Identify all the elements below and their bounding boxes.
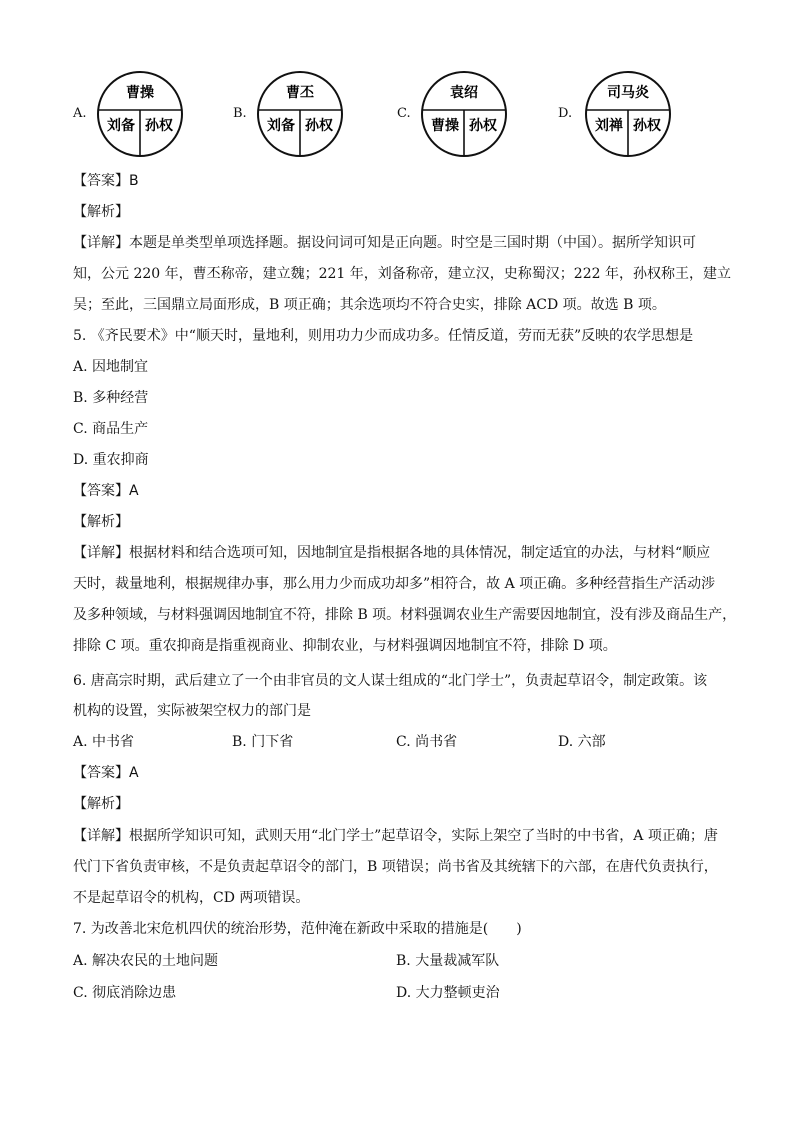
pie-top-label: 曹丕	[286, 85, 314, 101]
option-c[interactable]: C. 尚书省	[396, 734, 458, 750]
option-c[interactable]: C. 彻底消除边患	[73, 985, 177, 1001]
detail-line: 排除 C 项。重农抑商是指重视商业、抑制农业，与材料强调因地制宜不符，排除 D 项。	[73, 638, 617, 654]
detail-line: 天时，裁量地利，根据规律办事，那么用力少而成功却多”相符合，故 A 项正确。多种经营指生产活动涉	[73, 576, 716, 592]
pie-left-label: 曹操	[431, 118, 459, 134]
question-stem: 5. 《齐民要术》中“顺天时，量地利，则用功力少而成功多。任情反道，劳而无获”反映的农学思想是	[73, 328, 694, 344]
detail-line: 【详解】本题是单类型单项选择题。据设问词可知是正向题。时空是三国时期（中国）。据所学知识可	[73, 235, 696, 251]
option-b[interactable]: B. 大量裁减军队	[396, 953, 500, 969]
detail-line: 不是起草诏令的机构，CD 两项错误。	[73, 890, 310, 906]
option-b[interactable]: B. 门下省	[232, 734, 294, 750]
option-d[interactable]: D. 六部	[558, 734, 606, 750]
pie-diagram-d	[584, 70, 672, 158]
option-a[interactable]: A. 因地制宜	[73, 359, 149, 375]
detail-line: 吴；至此，三国鼎立局面形成，B 项正确；其余选项均不符合史实，排除 ACD 项。故选 B 项。	[73, 297, 666, 313]
option-d[interactable]: D. 大力整顿吏治	[396, 985, 500, 1001]
pie-left-label: 刘备	[107, 118, 135, 134]
pie-left-label: 刘备	[267, 118, 295, 134]
option-letter: D.	[558, 106, 573, 121]
detail-line: 【详解】根据材料和结合选项可知，因地制宜是指根据各地的具体情况，制定适宜的办法，与材料“顺应	[73, 545, 711, 561]
pie-diagram-c	[420, 70, 508, 158]
option-b[interactable]: B. 多种经营	[73, 390, 149, 406]
answer-label: 【答案】B	[73, 173, 139, 189]
question-stem: 机构的设置，实际被架空权力的部门是	[73, 703, 311, 719]
answer-label: 【答案】A	[73, 483, 139, 499]
question-stem: 6. 唐高宗时期，武后建立了一个由非官员的文人谋士组成的“北门学士”，负责起草诏令，制定政策。该	[73, 673, 708, 689]
option-letter: C.	[397, 106, 411, 121]
option-letter: B.	[233, 106, 247, 121]
question-stem: 7. 为改善北宋危机四伏的统治形势，范仲淹在新政中采取的措施是( )	[73, 921, 522, 937]
pie-left-label: 刘禅	[595, 118, 623, 134]
option-c[interactable]: C. 商品生产	[73, 421, 149, 437]
option-d[interactable]: D. 重农抑商	[73, 452, 149, 468]
option-a[interactable]: A. 中书省	[73, 734, 135, 750]
analysis-label: 【解析】	[73, 796, 129, 812]
pie-diagram-b	[256, 70, 344, 158]
answer-label: 【答案】A	[73, 765, 139, 781]
pie-top-label: 司马炎	[607, 85, 649, 101]
pie-right-label: 孙权	[469, 118, 497, 134]
pie-right-label: 孙权	[145, 118, 173, 134]
detail-line: 知，公元 220 年，曹丕称帝，建立魏；221 年，刘备称帝，建立汉，史称蜀汉；222 年，孙权称王，建立	[73, 266, 731, 282]
pie-top-label: 袁绍	[450, 85, 478, 101]
detail-line: 【详解】根据所学知识可知，武则天用“北门学士”起草诏令，实际上架空了当时的中书省，A 项正确；唐	[73, 828, 718, 844]
pie-right-label: 孙权	[305, 118, 333, 134]
detail-line: 及多种领域，与材料强调因地制宜不符，排除 B 项。材料强调农业生产需要因地制宜，没有涉及商品生产，	[73, 607, 737, 623]
detail-line: 代门下省负责审核，不是负责起草诏令的部门，B 项错误；尚书省及其统辖下的六部，在唐代负责执行，	[73, 859, 718, 875]
option-letter: A.	[73, 106, 87, 121]
pie-diagram-a	[96, 70, 184, 158]
pie-top-label: 曹操	[126, 85, 154, 101]
pie-right-label: 孙权	[633, 118, 661, 134]
analysis-label: 【解析】	[73, 204, 129, 220]
analysis-label: 【解析】	[73, 514, 129, 530]
option-a[interactable]: A. 解决农民的土地问题	[73, 953, 219, 969]
